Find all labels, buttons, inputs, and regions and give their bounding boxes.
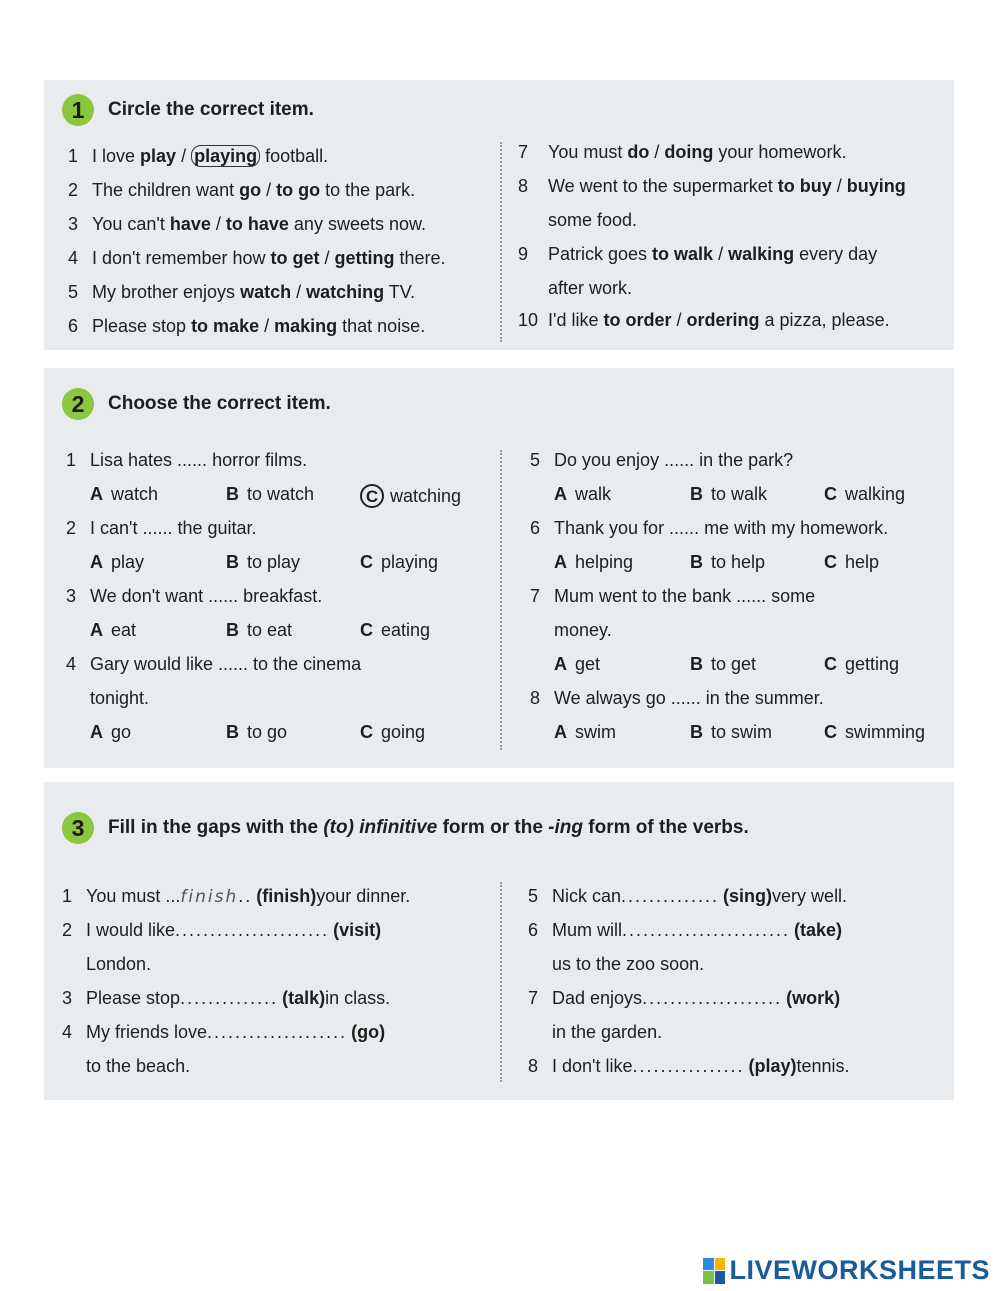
- option-letter: C: [824, 654, 837, 674]
- exercise-number-badge: 1: [62, 94, 94, 126]
- option-text: to walk: [711, 484, 768, 504]
- option-letter: B: [690, 722, 703, 742]
- option-letter: A: [554, 722, 567, 742]
- option-letter: A: [554, 552, 567, 572]
- option-letter: C: [360, 620, 373, 640]
- option-c[interactable]: [824, 654, 899, 675]
- question-continuation: tonight.: [90, 688, 150, 708]
- exercise-1-header: [62, 94, 314, 126]
- answer-gap[interactable]: [175, 920, 329, 941]
- option-text: help: [845, 552, 880, 572]
- option-b[interactable]: [690, 484, 767, 505]
- option-text: helping: [575, 552, 634, 572]
- question-text: Gary would like ...... to the cinema: [90, 654, 362, 674]
- sentence-text: [92, 146, 328, 167]
- verb-cue: (visit): [333, 920, 382, 940]
- sentence-text: [548, 244, 877, 265]
- gap-sentence-row: [528, 920, 948, 941]
- verb-cue: (play): [748, 1056, 797, 1076]
- option-text: swimming: [845, 722, 926, 742]
- sentence-row: [68, 214, 426, 235]
- option-a[interactable]: [554, 552, 633, 573]
- option-b[interactable]: [690, 722, 772, 743]
- option-b[interactable]: [690, 552, 765, 573]
- option-a[interactable]: [90, 620, 136, 641]
- item-number: 8: [530, 688, 541, 708]
- question-row: [66, 586, 322, 607]
- gap-sentence-row: [62, 1022, 492, 1043]
- sentence-suffix: your dinner.: [316, 886, 411, 906]
- option-text: watching: [390, 486, 462, 506]
- sentence-prefix: We went to the supermarket: [548, 176, 778, 196]
- sentence-prefix: I don't remember how: [92, 248, 271, 268]
- handwritten-answer: finish: [180, 887, 239, 907]
- option-letter: C: [360, 552, 373, 572]
- choice-option[interactable]: doing: [664, 142, 714, 162]
- sentence-text: [548, 278, 632, 299]
- choice-separator: /: [210, 214, 226, 234]
- option-text: to swim: [711, 722, 773, 742]
- item-number: [518, 210, 548, 231]
- exercise-title: Circle the correct item.: [108, 99, 314, 120]
- option-text: to play: [247, 552, 301, 572]
- sentence-row: [518, 176, 906, 197]
- question-text: Do you enjoy ...... in the park?: [554, 450, 794, 470]
- option-a[interactable]: [90, 722, 131, 743]
- item-number: 3: [66, 586, 77, 606]
- answer-gap[interactable]: [621, 886, 719, 907]
- sentence-suffix: a pizza, please.: [759, 310, 890, 330]
- sentence-prefix: Nick can: [552, 886, 622, 906]
- option-letter: A: [90, 552, 103, 572]
- option-text: play: [111, 552, 145, 572]
- item-number: [518, 278, 548, 299]
- sentence-prefix: Please stop: [92, 316, 192, 336]
- question-row: [66, 654, 361, 675]
- item-number: 4: [66, 654, 77, 674]
- option-a[interactable]: [90, 552, 144, 573]
- option-text: swim: [575, 722, 616, 742]
- option-text: to go: [247, 722, 288, 742]
- sentence-text: [548, 310, 890, 331]
- question-row: [66, 450, 307, 471]
- sentence-prefix: You must ...: [86, 886, 181, 906]
- question-row: [530, 518, 888, 539]
- choice-option[interactable]: to walk: [652, 244, 714, 264]
- option-letter: B: [690, 654, 703, 674]
- answer-gap[interactable]: [642, 988, 782, 1009]
- option-letter: B: [226, 552, 239, 572]
- logo-mark-icon: [703, 1258, 725, 1284]
- column-divider: [500, 450, 502, 750]
- question-row: [66, 518, 257, 539]
- sentence-text: [92, 214, 426, 235]
- sentence-prefix: You must: [548, 142, 628, 162]
- answer-gap[interactable]: [622, 920, 790, 941]
- sentence-row: [68, 180, 415, 201]
- option-letter: B: [690, 484, 703, 504]
- sentence-prefix: Please stop: [86, 988, 181, 1008]
- option-text: to watch: [247, 484, 315, 504]
- item-number: 3: [62, 988, 73, 1008]
- option-c[interactable]: [360, 552, 438, 573]
- gap-dots: ........................: [622, 920, 791, 940]
- question-row: [530, 586, 815, 607]
- item-number: 9: [518, 244, 529, 264]
- item-number: 6: [528, 920, 539, 940]
- item-number: 3: [68, 214, 79, 234]
- item-number: 7: [518, 142, 529, 162]
- exercise-3-header: [62, 812, 749, 844]
- exercise-2-header: [62, 388, 331, 420]
- sentence-prefix: after work.: [548, 278, 633, 298]
- question-row: [530, 688, 824, 709]
- choice-separator: /: [671, 310, 687, 330]
- choice-option[interactable]: to get: [270, 248, 320, 268]
- gap-sentence-row: [528, 886, 948, 907]
- sentence-prefix: some food.: [548, 210, 638, 230]
- sentence-text: [92, 248, 446, 269]
- choice-option[interactable]: go: [239, 180, 262, 200]
- verb-cue: (finish): [256, 886, 317, 906]
- question-text: We always go ...... in the summer.: [554, 688, 824, 708]
- gap-dots: ................: [632, 1056, 745, 1076]
- option-letter: A: [554, 654, 567, 674]
- sentence-suffix: football.: [260, 146, 329, 166]
- option-text: getting: [845, 654, 900, 674]
- option-c[interactable]: [360, 620, 430, 641]
- option-letter: C: [824, 552, 837, 572]
- question-text: Mum went to the bank ...... some: [554, 586, 816, 606]
- option-letter: A: [554, 484, 567, 504]
- sentence-text: [92, 180, 415, 201]
- sentence-continuation: London.: [86, 954, 152, 974]
- option-b[interactable]: [226, 722, 287, 743]
- question-text: Lisa hates ...... horror films.: [90, 450, 308, 470]
- choice-option[interactable]: play: [140, 146, 177, 166]
- item-number: 5: [528, 886, 539, 906]
- choice-option[interactable]: getting: [334, 248, 395, 268]
- exercise-number-badge: 2: [62, 388, 94, 420]
- logo-text: LIVEWORKSHEETS: [729, 1255, 990, 1285]
- item-number: 7: [530, 586, 541, 606]
- choice-option[interactable]: have: [169, 214, 211, 234]
- option-letter: B: [226, 484, 239, 504]
- gap-dots: ..............: [621, 886, 720, 906]
- choice-separator: /: [713, 244, 729, 264]
- choice-option[interactable]: making: [274, 316, 338, 336]
- gap-sentence-row: [528, 988, 948, 1009]
- circled-letter-icon: C: [360, 484, 384, 508]
- answer-gap[interactable]: [207, 1022, 347, 1043]
- sentence-row: [68, 282, 415, 303]
- option-text: eating: [381, 620, 431, 640]
- gap-sentence-row: [528, 1056, 948, 1077]
- gap-sentence-row: [62, 886, 492, 907]
- option-text: eat: [111, 620, 137, 640]
- sentence-prefix: Patrick goes: [548, 244, 653, 264]
- column-divider: [500, 142, 502, 342]
- sentence-text: [548, 176, 906, 197]
- sentence-prefix: Mum will: [552, 920, 622, 940]
- verb-cue: (go): [351, 1022, 386, 1042]
- column-divider: [500, 882, 502, 1082]
- sentence-text: [92, 316, 425, 337]
- gap-dots: ..: [238, 886, 253, 906]
- item-number: 5: [68, 282, 79, 302]
- choice-separator: /: [259, 316, 275, 336]
- option-b[interactable]: [226, 552, 300, 573]
- sentence-prefix: You can't: [92, 214, 170, 234]
- option-text: to get: [711, 654, 757, 674]
- item-number: 6: [530, 518, 541, 538]
- sentence-prefix: The children want: [92, 180, 240, 200]
- sentence-continuation: in the garden.: [552, 1022, 663, 1042]
- option-text: walk: [575, 484, 612, 504]
- exercise-3-panel: [44, 782, 954, 1100]
- sentence-row: [518, 310, 890, 331]
- gap-dots: ......................: [175, 920, 330, 940]
- choice-separator: /: [831, 176, 847, 196]
- choice-option[interactable]: buying: [846, 176, 906, 196]
- item-number: 5: [530, 450, 541, 470]
- sentence-prefix: Dad enjoys: [552, 988, 643, 1008]
- option-a[interactable]: [554, 484, 611, 505]
- sentence-suffix: tennis.: [796, 1056, 850, 1076]
- option-text: to eat: [247, 620, 293, 640]
- choice-option[interactable]: do: [627, 142, 650, 162]
- choice-separator: /: [261, 180, 277, 200]
- sentence-suffix: in class.: [325, 988, 391, 1008]
- choice-option[interactable]: to go: [276, 180, 321, 200]
- sentence-suffix: that noise.: [337, 316, 426, 336]
- option-b[interactable]: [690, 654, 756, 675]
- option-b[interactable]: [226, 484, 314, 505]
- option-a[interactable]: [554, 654, 600, 675]
- option-letter: C: [824, 722, 837, 742]
- sentence-text: [548, 210, 637, 231]
- answer-gap[interactable]: [180, 886, 252, 907]
- item-number: 2: [62, 920, 73, 940]
- item-number: 10: [518, 310, 539, 330]
- choice-separator: /: [176, 146, 192, 166]
- sentence-row: [518, 142, 846, 163]
- exercise-number-badge: 3: [62, 812, 94, 844]
- gap-dots: ..............: [180, 988, 279, 1008]
- sentence-text: [548, 142, 846, 163]
- sentence-suffix: to the park.: [320, 180, 416, 200]
- item-number: 8: [528, 1056, 539, 1076]
- option-text: go: [111, 722, 132, 742]
- option-letter: B: [226, 620, 239, 640]
- sentence-suffix: any sweets now.: [288, 214, 426, 234]
- option-text: to help: [711, 552, 766, 572]
- sentence-suffix: there.: [394, 248, 446, 268]
- choice-option[interactable]: ordering: [686, 310, 760, 330]
- option-letter: B: [690, 552, 703, 572]
- sentence-suffix: every day: [794, 244, 878, 264]
- item-number: 1: [68, 146, 79, 166]
- answer-gap[interactable]: [180, 988, 278, 1009]
- item-number: 4: [68, 248, 79, 268]
- option-letter: A: [90, 722, 103, 742]
- item-number: 2: [66, 518, 77, 538]
- option-text: playing: [381, 552, 439, 572]
- verb-cue: (take): [794, 920, 843, 940]
- option-b[interactable]: [226, 620, 292, 641]
- verb-cue: (work): [786, 988, 841, 1008]
- option-letter: B: [226, 722, 239, 742]
- item-number: 7: [528, 988, 539, 1008]
- option-text: going: [381, 722, 426, 742]
- exercise-2-panel: [44, 368, 954, 768]
- option-a[interactable]: [90, 484, 158, 505]
- sentence-continuation: to the beach.: [86, 1056, 191, 1076]
- sentence-suffix: very well.: [772, 886, 848, 906]
- choice-option[interactable]: walking: [728, 244, 795, 264]
- item-number: 2: [68, 180, 79, 200]
- option-c[interactable]: [824, 552, 879, 573]
- choice-option[interactable]: to buy: [777, 176, 832, 196]
- gap-dots: ....................: [642, 988, 783, 1008]
- choice-option[interactable]: to make: [191, 316, 260, 336]
- verb-cue: (talk): [282, 988, 326, 1008]
- liveworksheets-logo: [703, 1255, 990, 1286]
- sentence-text: [92, 282, 415, 303]
- choice-separator: /: [319, 248, 335, 268]
- option-c[interactable]: [360, 484, 461, 508]
- sentence-prefix: My brother enjoys: [92, 282, 241, 302]
- question-text: I can't ...... the guitar.: [90, 518, 257, 538]
- option-letter: C: [824, 484, 837, 504]
- choice-separator: /: [649, 142, 665, 162]
- sentence-prefix: I don't like: [552, 1056, 633, 1076]
- sentence-continuation: us to the zoo soon.: [552, 954, 705, 974]
- sentence-suffix: your homework.: [713, 142, 847, 162]
- option-text: watch: [111, 484, 159, 504]
- question-text: Thank you for ...... me with my homework.: [554, 518, 889, 538]
- item-number: 6: [68, 316, 79, 336]
- gap-dots: ....................: [207, 1022, 348, 1042]
- verb-cue: (sing): [723, 886, 773, 906]
- exercise-title: Choose the correct item.: [108, 393, 331, 414]
- choice-option[interactable]: to have: [225, 214, 289, 234]
- choice-separator: /: [291, 282, 307, 302]
- item-number: 1: [62, 886, 73, 906]
- sentence-row: [518, 278, 632, 299]
- question-row: [530, 450, 793, 471]
- exercise-1-panel: [44, 80, 954, 350]
- option-c[interactable]: [360, 722, 425, 743]
- option-letter: A: [90, 484, 103, 504]
- gap-sentence-row: [62, 920, 492, 941]
- exercise-title: Fill in the gaps with the (to) infinitive form or the -ing form of the verbs.: [108, 817, 749, 838]
- sentence-prefix: I'd like: [548, 310, 604, 330]
- sentence-prefix: I would like: [86, 920, 176, 940]
- option-letter: C: [360, 722, 373, 742]
- sentence-prefix: My friends love: [86, 1022, 208, 1042]
- choice-option[interactable]: to order: [603, 310, 672, 330]
- sentence-suffix: TV.: [384, 282, 416, 302]
- question-text: We don't want ...... breakfast.: [90, 586, 323, 606]
- option-text: walking: [845, 484, 906, 504]
- gap-sentence-row: [62, 988, 492, 1009]
- sentence-row: [518, 210, 637, 231]
- item-number: 8: [518, 176, 529, 196]
- choice-option[interactable]: watching: [306, 282, 385, 302]
- option-a[interactable]: [554, 722, 616, 743]
- sentence-row: [68, 316, 425, 337]
- choice-option[interactable]: watch: [240, 282, 292, 302]
- option-c[interactable]: [824, 484, 905, 505]
- circled-answer[interactable]: playing: [191, 145, 260, 167]
- item-number: 1: [66, 450, 77, 470]
- option-letter: A: [90, 620, 103, 640]
- option-text: get: [575, 654, 601, 674]
- sentence-row: [518, 244, 877, 265]
- sentence-prefix: I love: [92, 146, 141, 166]
- question-continuation: money.: [554, 620, 612, 640]
- answer-gap[interactable]: [632, 1056, 744, 1077]
- sentence-row: [68, 248, 446, 269]
- option-c[interactable]: [824, 722, 925, 743]
- sentence-row: [68, 146, 328, 167]
- item-number: 4: [62, 1022, 73, 1042]
